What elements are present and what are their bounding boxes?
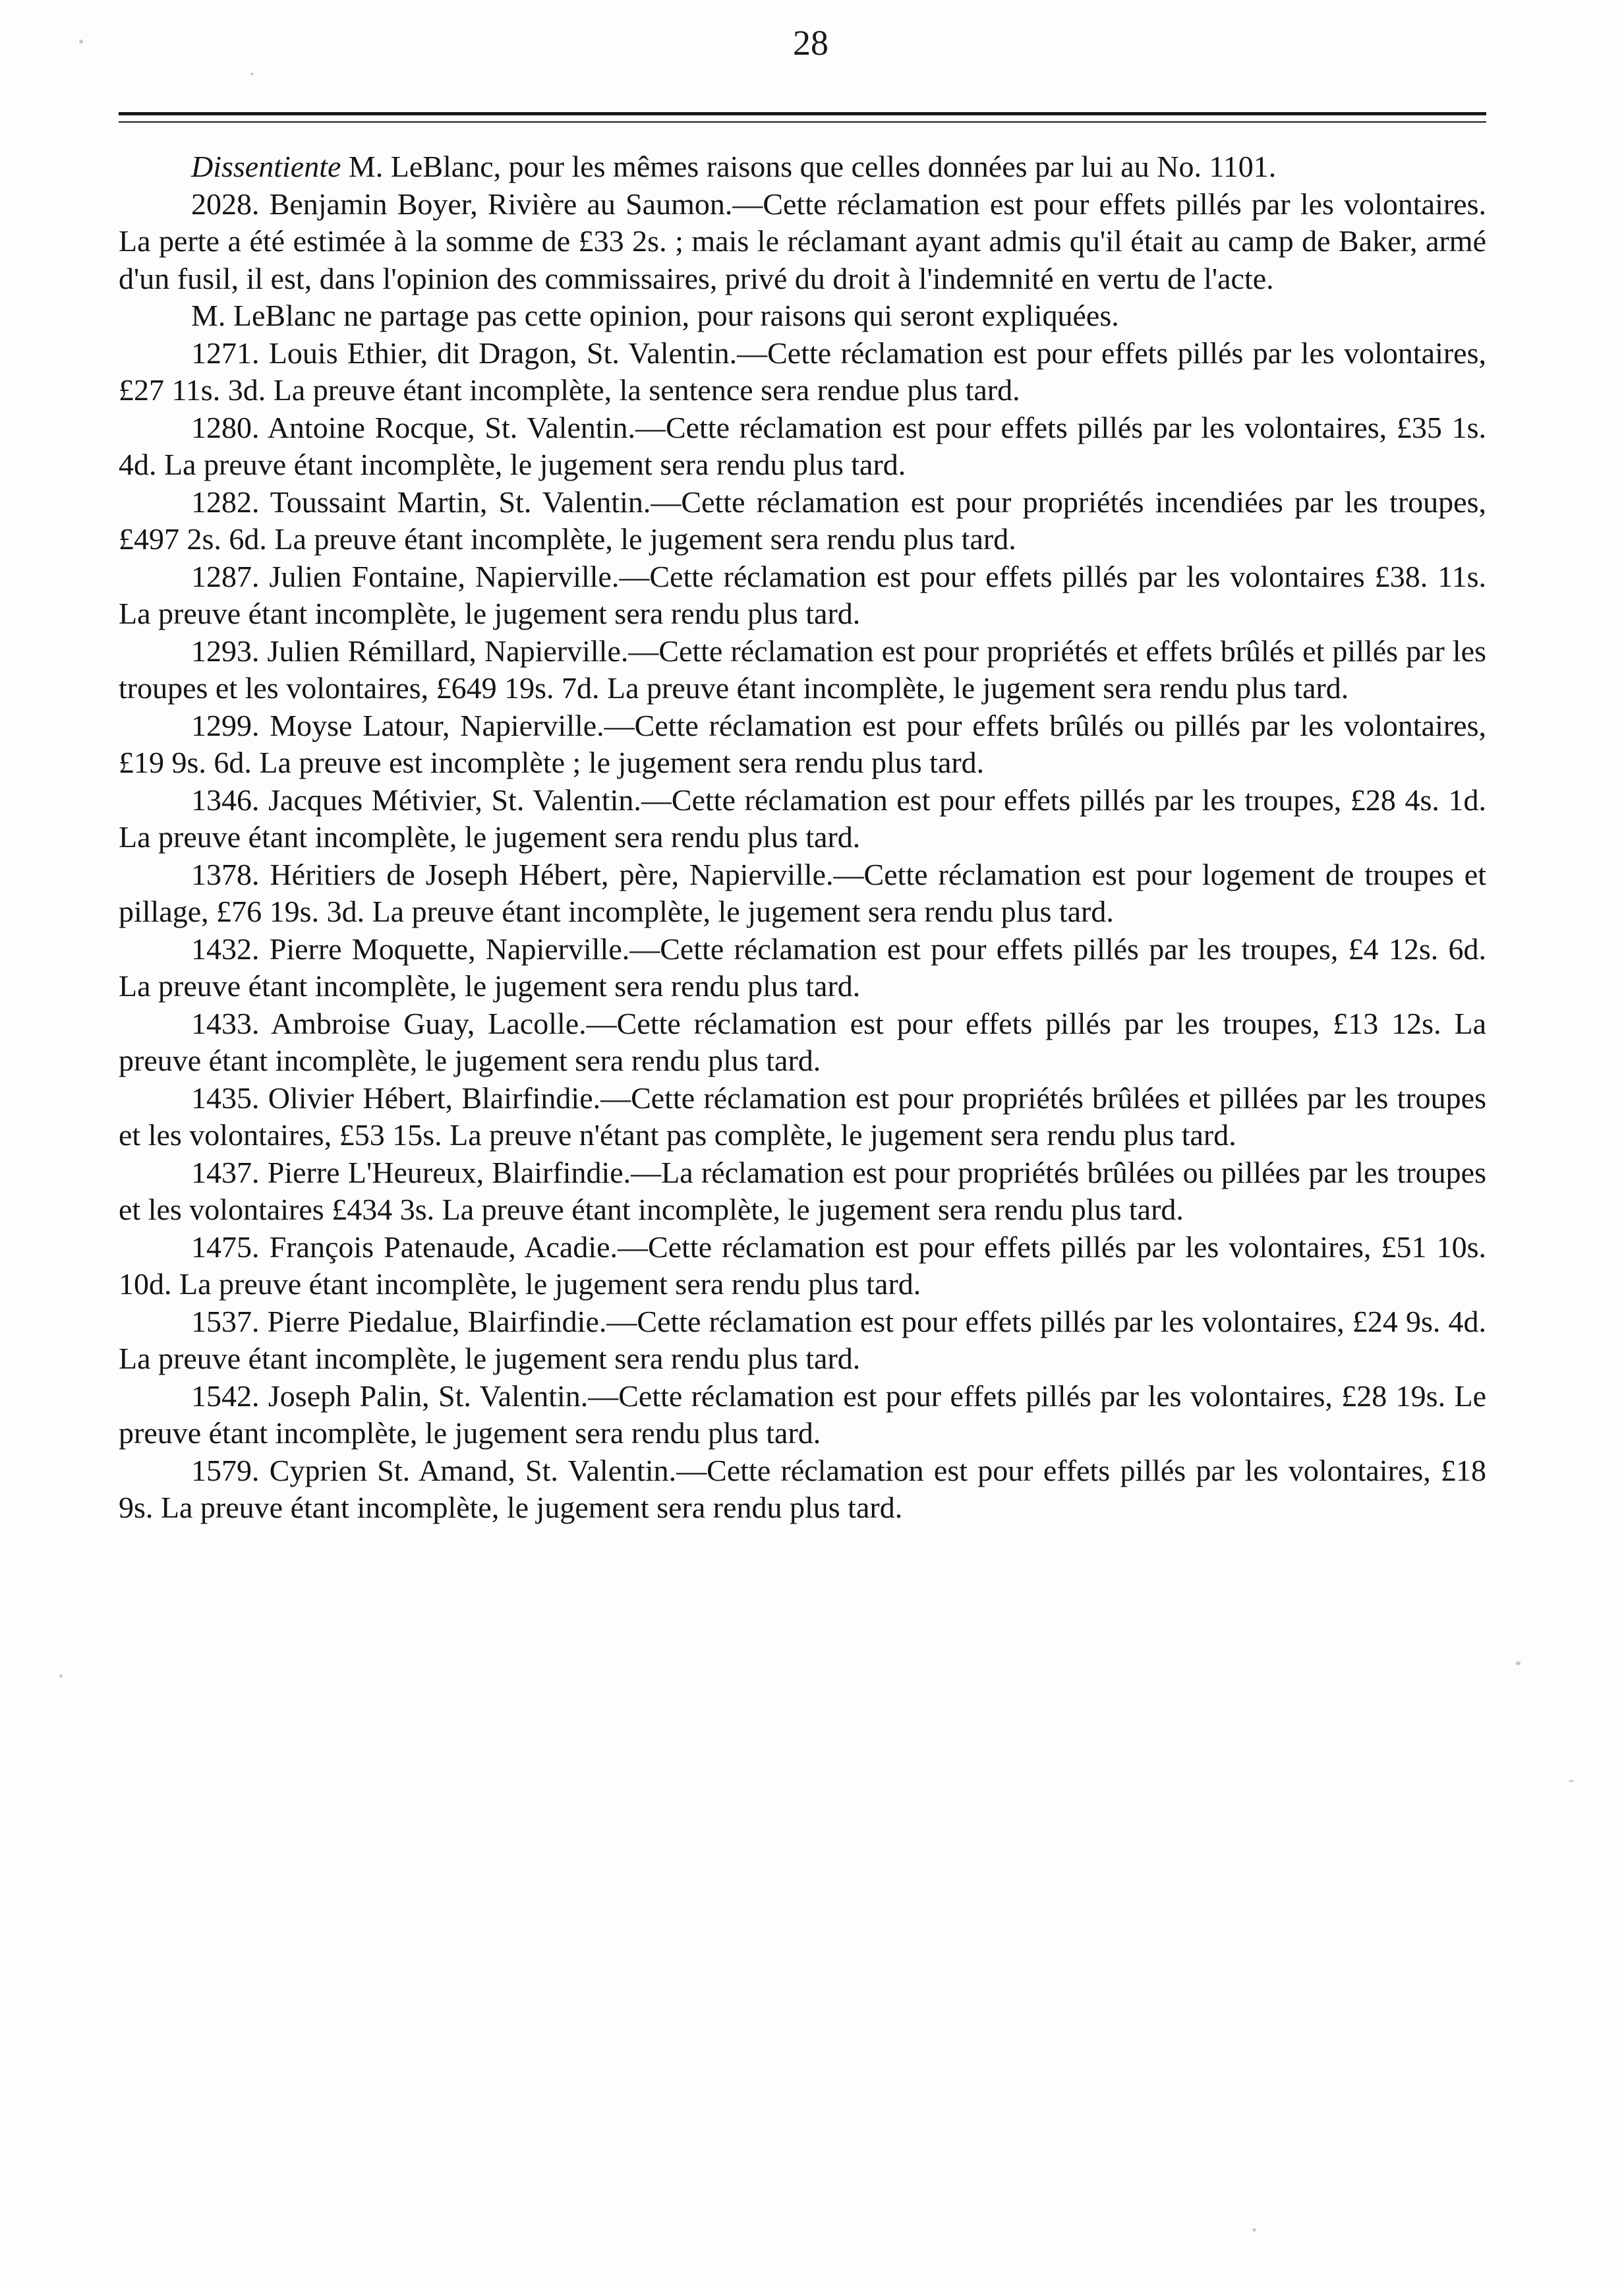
claim-entry-1433: 1433. Ambroise Guay, Lacolle.—Cette réclamation est pour effets pillés par les troupes, £13 12s. La preuve étant incomplète, le jugement sera rendu plus tard. — [119, 1006, 1486, 1077]
claim-entry-1542: 1542. Joseph Palin, St. Valentin.—Cette réclamation est pour effets pillés par les volontaires, £28 19s. Le preuve étant incomplète, le jugement sera rendu plus tard. — [119, 1379, 1486, 1450]
leblanc-note: M. LeBlanc ne partage pas cette opinion, pour raisons qui seront expliquées. — [191, 299, 1119, 332]
dissent-text: M. LeBlanc, pour les mêmes raisons que celles données par lui au No. 1101. — [341, 150, 1277, 183]
dissent-label: Dissentiente — [191, 150, 341, 183]
dissent-paragraph — [119, 148, 1486, 186]
claim-entry-1378: 1378. Héritiers de Joseph Hébert, père, Napierville.—Cette réclamation est pour logement de troupes et pillage, £76 19s. 3d. La preuve étant incomplète, le jugement sera rendu plus tard. — [119, 857, 1486, 928]
claim-entry-1475: 1475. François Patenaude, Acadie.—Cette réclamation est pour effets pillés par les volontaires, £51 10s. 10d. La preuve étant incomplète, le jugement sera rendu plus tard. — [119, 1230, 1486, 1301]
claim-entry-1271: 1271. Louis Ethier, dit Dragon, St. Valentin.—Cette réclamation est pour effets pillés par les volontaires, £27 11s. 3d. La preuve étant incomplète, la sentence sera rendue plus tard. — [119, 336, 1486, 407]
claim-entry-1287: 1287. Julien Fontaine, Napierville.—Cette réclamation est pour effets pillés par les volontaires £38. 11s. La preuve étant incomplète, le jugement sera rendu plus tard. — [119, 559, 1486, 630]
page-number: 28 — [793, 23, 828, 63]
scan-speck — [1569, 1780, 1574, 1782]
claim-entry-1299: 1299. Moyse Latour, Napierville.—Cette réclamation est pour effets brûlés ou pillés par les volontaires, £19 9s. 6d. La preuve est incomplète ; le jugement sera rendu plus tard. — [119, 708, 1486, 779]
claim-entry-1437: 1437. Pierre L'Heureux, Blairfindie.—La réclamation est pour propriétés brûlées ou pillées par les troupes et les volontaires £434 3s. La preuve étant incomplète, le jugement sera rendu plus tard. — [119, 1155, 1486, 1226]
claim-entry-1346: 1346. Jacques Métivier, St. Valentin.—Cette réclamation est pour effets pillés par les troupes, £28 4s. 1d. La preuve étant incomplète, le jugement sera rendu plus tard. — [119, 783, 1486, 854]
scan-speck — [250, 73, 254, 75]
claim-entry-1432: 1432. Pierre Moquette, Napierville.—Cette réclamation est pour effets pillés par les troupes, £4 12s. 6d. La preuve étant incomplète, le jugement sera rendu plus tard. — [119, 932, 1486, 1003]
claim-entry-1537: 1537. Pierre Piedalue, Blairfindie.—Cette réclamation est pour effets pillés par les volontaires, £24 9s. 4d. La preuve étant incomplète, le jugement sera rendu plus tard. — [119, 1304, 1486, 1375]
claim-entry-2028: 2028. Benjamin Boyer, Rivière au Saumon.—Cette réclamation est pour effets pillés par les volontaires. La perte a été estimée à la somme de £33 2s. ; mais le réclamant ayant admis qu'il était au camp de Baker, armé d'un fusil, il est, dans l'opinion des commissaires, privé du droit à l'indemnité en vertu de l'acte. — [119, 187, 1486, 295]
claim-entry-1293: 1293. Julien Rémillard, Napierville.—Cette réclamation est pour propriétés et effets brûlés et pillés par les troupes et les volontaires, £649 19s. 7d. La preuve étant incomplète, le jugement sera rendu plus tard. — [119, 634, 1486, 705]
body-text — [119, 148, 1486, 1527]
header-rule-thin — [119, 121, 1486, 123]
claim-entry-1280: 1280. Antoine Rocque, St. Valentin.—Cette réclamation est pour effets pillés par les volontaires, £35 1s. 4d. La preuve étant incomplète, le jugement sera rendu plus tard. — [119, 410, 1486, 481]
claim-entry-1435: 1435. Olivier Hébert, Blairfindie.—Cette réclamation est pour propriétés brûlées et pillées par les troupes et les volontaires, £53 15s. La preuve n'étant pas complète, le jugement sera rendu plus tard. — [119, 1081, 1486, 1152]
header-rule-thick — [119, 112, 1486, 115]
scan-speck — [79, 40, 83, 44]
scan-speck — [1252, 2228, 1256, 2232]
scan-speck — [1516, 1661, 1521, 1665]
claim-entry-1579: 1579. Cyprien St. Amand, St. Valentin.—Cette réclamation est pour effets pillés par les volontaires, £18 9s. La preuve étant incomplète, le jugement sera rendu plus tard. — [119, 1453, 1486, 1524]
scan-speck — [59, 1675, 63, 1678]
claim-entry-1282: 1282. Toussaint Martin, St. Valentin.—Cette réclamation est pour propriétés incendiées par les troupes, £497 2s. 6d. La preuve étant incomplète, le jugement sera rendu plus tard. — [119, 485, 1486, 556]
